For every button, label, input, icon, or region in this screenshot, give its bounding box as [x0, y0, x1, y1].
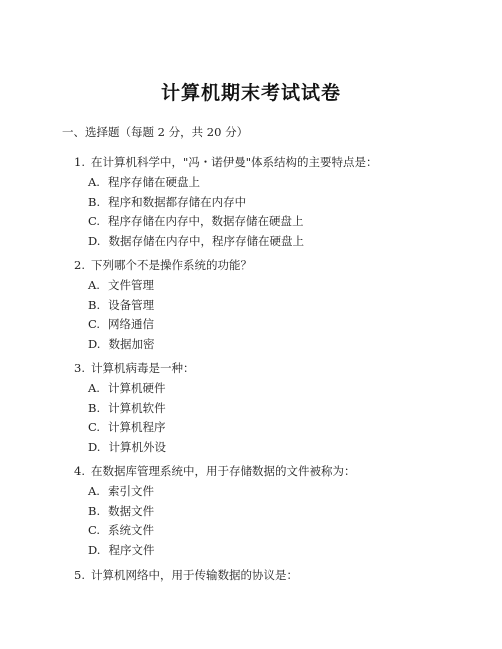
- question-4: [74, 464, 355, 560]
- option-b[interactable]: [88, 296, 252, 316]
- option-letter: B.: [88, 400, 101, 415]
- option-letter: B.: [88, 194, 101, 209]
- option-text: 文件管理: [107, 278, 154, 292]
- option-text: 索引文件: [107, 484, 154, 498]
- option-list: [88, 276, 252, 354]
- option-list: [88, 482, 355, 560]
- option-list: [88, 173, 378, 251]
- option-text: 系统文件: [108, 523, 155, 537]
- question-number: 1.: [74, 155, 85, 169]
- question-number: 2.: [74, 258, 85, 272]
- option-a[interactable]: [88, 379, 194, 399]
- option-text: 计算机软件: [108, 400, 166, 415]
- question-1: [74, 155, 378, 251]
- section-heading: 一、选择题（每题 2 分，共 20 分）: [62, 125, 249, 139]
- question-stem: [74, 258, 252, 273]
- question-5: [74, 568, 298, 583]
- question-2: [74, 258, 252, 354]
- option-text: 设备管理: [108, 297, 155, 312]
- option-text: 计算机硬件: [107, 381, 166, 395]
- option-letter: D.: [88, 336, 101, 351]
- option-text: 数据文件: [108, 503, 155, 518]
- question-text: 计算机网络中，用于传输数据的协议是：: [90, 568, 298, 582]
- option-letter: C.: [88, 214, 101, 228]
- question-number: 5.: [74, 568, 85, 582]
- question-number: 4.: [74, 464, 85, 478]
- option-a[interactable]: [88, 276, 252, 296]
- option-text: 计算机外设: [108, 439, 166, 454]
- option-text: 程序存储在内存中，数据存储在硬盘上: [108, 214, 304, 228]
- option-c[interactable]: [88, 418, 194, 438]
- option-text: 数据存储在内存中，程序存储在硬盘上: [108, 233, 304, 248]
- question-number: 3.: [74, 361, 85, 375]
- option-letter: D.: [88, 233, 101, 248]
- question-stem: [74, 568, 298, 583]
- option-text: 程序存储在硬盘上: [107, 175, 200, 189]
- option-letter: A.: [88, 381, 100, 395]
- option-a[interactable]: [88, 482, 355, 502]
- option-b[interactable]: [88, 193, 378, 213]
- question-text: 下列哪个不是操作系统的功能？: [90, 258, 252, 272]
- option-text: 网络通信: [108, 317, 155, 331]
- option-letter: D.: [88, 542, 101, 557]
- option-letter: B.: [88, 503, 101, 518]
- option-letter: C.: [88, 420, 101, 434]
- option-d[interactable]: [88, 438, 194, 458]
- option-text: 程序文件: [108, 542, 155, 557]
- option-text: 计算机程序: [108, 420, 166, 434]
- question-text: 在数据库管理系统中，用于存储数据的文件被称为：: [90, 464, 356, 478]
- question-stem: [74, 464, 355, 479]
- option-letter: A.: [88, 175, 100, 189]
- option-letter: C.: [88, 317, 101, 331]
- question-stem: [74, 155, 378, 170]
- question-stem: [74, 361, 194, 376]
- option-d[interactable]: [88, 335, 252, 355]
- question-text: 在计算机科学中，"冯・诺伊曼"体系结构的主要特点是：: [90, 155, 378, 169]
- option-d[interactable]: [88, 541, 355, 561]
- page-title: 计算机期末考试试卷: [160, 82, 341, 104]
- option-c[interactable]: [88, 212, 378, 232]
- option-b[interactable]: [88, 399, 194, 419]
- option-d[interactable]: [88, 232, 378, 252]
- option-text: 程序和数据都存储在内存中: [108, 194, 247, 209]
- option-letter: A.: [88, 484, 100, 498]
- option-letter: B.: [88, 297, 101, 312]
- option-text: 数据加密: [108, 336, 155, 351]
- option-c[interactable]: [88, 315, 252, 335]
- option-c[interactable]: [88, 521, 355, 541]
- option-letter: C.: [88, 523, 101, 537]
- question-3: [74, 361, 194, 457]
- option-a[interactable]: [88, 173, 378, 193]
- option-list: [88, 379, 194, 457]
- question-text: 计算机病毒是一种：: [90, 361, 195, 375]
- option-b[interactable]: [88, 502, 355, 522]
- option-letter: D.: [88, 439, 101, 454]
- option-letter: A.: [88, 278, 100, 292]
